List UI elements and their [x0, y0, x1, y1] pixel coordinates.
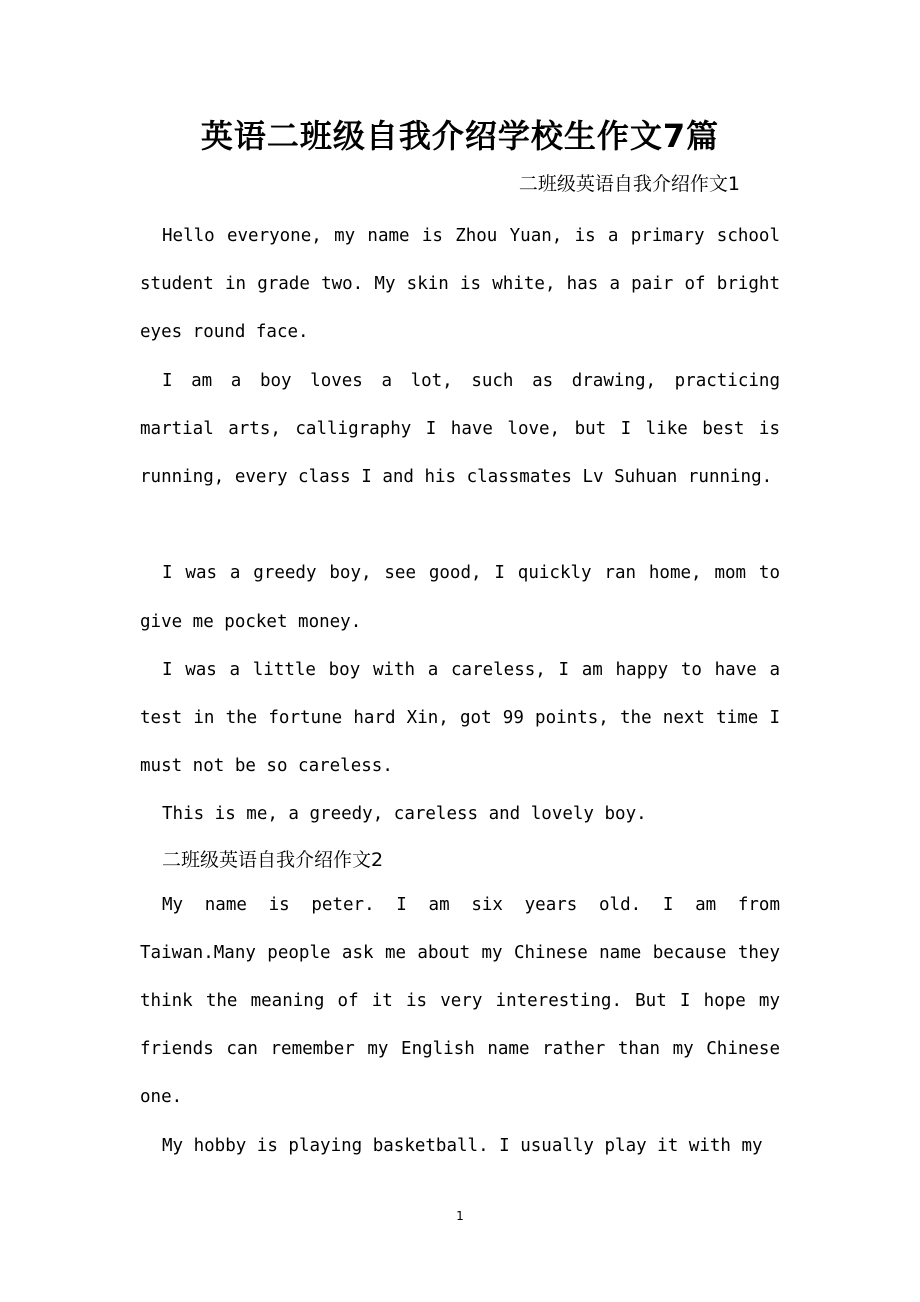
paragraph: I am a boy loves a lot, such as drawing, practicing martial arts, calligraphy I have love, but I like best is running, every class I and his classmates Lv Suhuan running.	[140, 370, 780, 488]
paragraph: This is me, a greedy, careless and lovely boy.	[162, 804, 647, 825]
blank-line	[140, 501, 780, 549]
paragraph: Hello everyone, my name is Zhou Yuan, is a primary school student in grade two. My skin is white, has a pair of bright eyes round face.	[140, 226, 780, 343]
section-1-heading: 二班级英语自我介绍作文1	[518, 173, 740, 195]
paragraph: I was a greedy boy, see good, I quickly ran home, mom to give me pocket money.	[140, 563, 780, 632]
paragraph: My hobby is playing basketball. I usually play it with my	[162, 1135, 763, 1156]
section-2-heading: 二班级英语自我介绍作文2	[162, 848, 384, 871]
paragraph: My name is peter. I am six years old. I am from Taiwan.Many people ask me about my Chinese name because they think the meaning of it is very interesting. But I hope my friends can remember my English name rather than my Chinese one.	[140, 894, 780, 1108]
page-number: 1	[456, 1209, 464, 1223]
document-body	[140, 212, 780, 1170]
document-title: 英语二班级自我介绍学校生作文7篇	[200, 117, 720, 155]
paragraph: I was a little boy with a careless, I am happy to have a test in the fortune hard Xin, got 99 points, the next time I must not be so careless.	[140, 659, 780, 777]
